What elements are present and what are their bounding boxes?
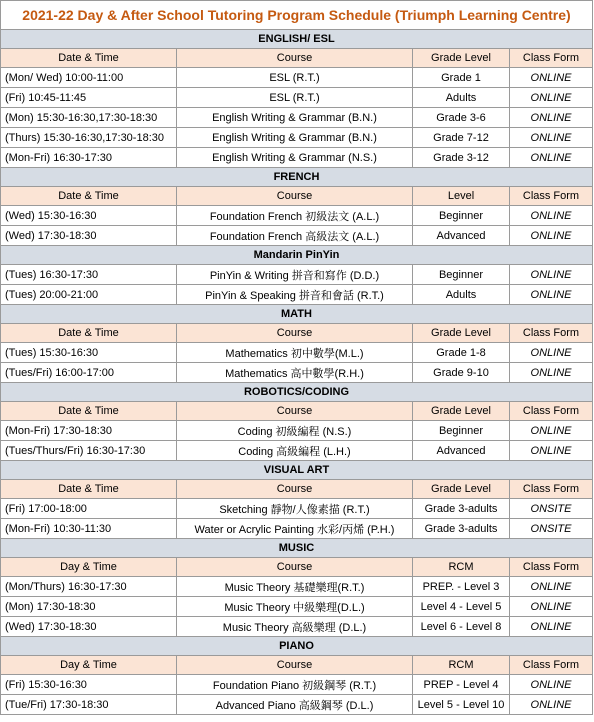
title-row bbox=[1, 1, 593, 30]
date-time-cell: (Mon/Thurs) 16:30-17:30 bbox=[1, 577, 177, 597]
level-cell: Adults bbox=[413, 285, 510, 305]
table-row bbox=[1, 285, 593, 305]
course-header: Course bbox=[177, 480, 413, 499]
date-time-header: Day & Time bbox=[1, 558, 177, 577]
level-cell: Level 4 - Level 5 bbox=[413, 597, 510, 617]
level-header: RCM bbox=[413, 558, 510, 577]
table-row bbox=[1, 108, 593, 128]
course-header: Course bbox=[177, 187, 413, 206]
level-cell: Grade 3-6 bbox=[413, 108, 510, 128]
course-cell: Music Theory 基礎樂理(R.T.) bbox=[177, 577, 413, 597]
course-header: Course bbox=[177, 49, 413, 68]
date-time-header: Date & Time bbox=[1, 324, 177, 343]
table-row bbox=[1, 675, 593, 695]
date-time-header: Date & Time bbox=[1, 402, 177, 421]
level-cell: Advanced bbox=[413, 226, 510, 246]
date-time-cell: (Fri) 10:45-11:45 bbox=[1, 88, 177, 108]
class-form-cell: ONLINE bbox=[510, 206, 593, 226]
course-cell: English Writing & Grammar (B.N.) bbox=[177, 128, 413, 148]
class-form-cell: ONLINE bbox=[510, 148, 593, 168]
date-time-cell: (Tues/Fri) 16:00-17:00 bbox=[1, 363, 177, 383]
date-time-cell: (Wed) 15:30-16:30 bbox=[1, 206, 177, 226]
level-cell: Grade 1-8 bbox=[413, 343, 510, 363]
date-time-header: Date & Time bbox=[1, 480, 177, 499]
level-cell: Adults bbox=[413, 88, 510, 108]
class-form-cell: ONLINE bbox=[510, 128, 593, 148]
course-cell: Advanced Piano 高級鋼琴 (D.L.) bbox=[177, 695, 413, 715]
course-cell: Water or Acrylic Painting 水彩/丙烯 (P.H.) bbox=[177, 519, 413, 539]
class-form-cell: ONLINE bbox=[510, 675, 593, 695]
date-time-cell: (Tue/Fri) 17:30-18:30 bbox=[1, 695, 177, 715]
class-form-header: Class Form bbox=[510, 480, 593, 499]
course-cell: ESL (R.T.) bbox=[177, 88, 413, 108]
level-header: RCM bbox=[413, 656, 510, 675]
level-cell: Grade 3-12 bbox=[413, 148, 510, 168]
course-cell: Music Theory 高級樂理 (D.L.) bbox=[177, 617, 413, 637]
level-cell: PREP. - Level 3 bbox=[413, 577, 510, 597]
level-cell: Grade 1 bbox=[413, 68, 510, 88]
section-title: ENGLISH/ ESL bbox=[1, 30, 593, 49]
section-row bbox=[1, 383, 593, 402]
class-form-cell: ONLINE bbox=[510, 108, 593, 128]
table-row bbox=[1, 441, 593, 461]
table-row bbox=[1, 226, 593, 246]
level-cell: Beginner bbox=[413, 206, 510, 226]
class-form-header: Class Form bbox=[510, 49, 593, 68]
column-header-row bbox=[1, 187, 593, 206]
class-form-cell: ONSITE bbox=[510, 499, 593, 519]
course-cell: Mathematics 初中數學(M.L.) bbox=[177, 343, 413, 363]
level-cell: Grade 7-12 bbox=[413, 128, 510, 148]
class-form-cell: ONLINE bbox=[510, 343, 593, 363]
date-time-cell: (Tues) 16:30-17:30 bbox=[1, 265, 177, 285]
level-cell: Level 6 - Level 8 bbox=[413, 617, 510, 637]
class-form-cell: ONLINE bbox=[510, 68, 593, 88]
class-form-header: Class Form bbox=[510, 187, 593, 206]
level-header: Grade Level bbox=[413, 324, 510, 343]
course-cell: Foundation French 初級法文 (A.L.) bbox=[177, 206, 413, 226]
course-header: Course bbox=[177, 558, 413, 577]
table-row bbox=[1, 617, 593, 637]
course-cell: Foundation French 高級法文 (A.L.) bbox=[177, 226, 413, 246]
course-cell: Foundation Piano 初級鋼琴 (R.T.) bbox=[177, 675, 413, 695]
level-cell: Grade 3-adults bbox=[413, 499, 510, 519]
table-row bbox=[1, 577, 593, 597]
date-time-cell: (Wed) 17:30-18:30 bbox=[1, 226, 177, 246]
table-row bbox=[1, 343, 593, 363]
table-row bbox=[1, 363, 593, 383]
table-row bbox=[1, 148, 593, 168]
table-row bbox=[1, 421, 593, 441]
date-time-cell: (Tues) 20:00-21:00 bbox=[1, 285, 177, 305]
section-row bbox=[1, 461, 593, 480]
page-title: 2021-22 Day & After School Tutoring Program Schedule (Triumph Learning Centre) bbox=[1, 1, 593, 30]
level-header: Grade Level bbox=[413, 49, 510, 68]
section-row bbox=[1, 539, 593, 558]
date-time-cell: (Mon) 15:30-16:30,17:30-18:30 bbox=[1, 108, 177, 128]
level-cell: PREP - Level 4 bbox=[413, 675, 510, 695]
course-cell: PinYin & Speaking 拼音和會話 (R.T.) bbox=[177, 285, 413, 305]
class-form-cell: ONLINE bbox=[510, 695, 593, 715]
date-time-cell: (Tues) 15:30-16:30 bbox=[1, 343, 177, 363]
date-time-cell: (Mon) 17:30-18:30 bbox=[1, 597, 177, 617]
date-time-cell: (Mon-Fri) 16:30-17:30 bbox=[1, 148, 177, 168]
date-time-header: Date & Time bbox=[1, 49, 177, 68]
column-header-row bbox=[1, 558, 593, 577]
date-time-cell: (Thurs) 15:30-16:30,17:30-18:30 bbox=[1, 128, 177, 148]
class-form-cell: ONLINE bbox=[510, 285, 593, 305]
class-form-cell: ONLINE bbox=[510, 421, 593, 441]
section-title: VISUAL ART bbox=[1, 461, 593, 480]
date-time-header: Day & Time bbox=[1, 656, 177, 675]
section-title: MUSIC bbox=[1, 539, 593, 558]
column-header-row bbox=[1, 480, 593, 499]
schedule-body bbox=[1, 1, 593, 715]
table-row bbox=[1, 519, 593, 539]
level-header: Level bbox=[413, 187, 510, 206]
date-time-cell: (Fri) 15:30-16:30 bbox=[1, 675, 177, 695]
course-cell: PinYin & Writing 拼音和寫作 (D.D.) bbox=[177, 265, 413, 285]
course-header: Course bbox=[177, 402, 413, 421]
date-time-header: Date & Time bbox=[1, 187, 177, 206]
level-cell: Beginner bbox=[413, 421, 510, 441]
level-cell: Grade 3-adults bbox=[413, 519, 510, 539]
column-header-row bbox=[1, 324, 593, 343]
class-form-cell: ONLINE bbox=[510, 577, 593, 597]
table-row bbox=[1, 88, 593, 108]
section-title: FRENCH bbox=[1, 168, 593, 187]
date-time-cell: (Tues/Thurs/Fri) 16:30-17:30 bbox=[1, 441, 177, 461]
table-row bbox=[1, 68, 593, 88]
course-header: Course bbox=[177, 324, 413, 343]
class-form-cell: ONLINE bbox=[510, 617, 593, 637]
section-title: MATH bbox=[1, 305, 593, 324]
class-form-header: Class Form bbox=[510, 402, 593, 421]
section-title: PIANO bbox=[1, 637, 593, 656]
level-cell: Beginner bbox=[413, 265, 510, 285]
class-form-header: Class Form bbox=[510, 324, 593, 343]
table-row bbox=[1, 499, 593, 519]
section-row bbox=[1, 168, 593, 187]
table-row bbox=[1, 265, 593, 285]
level-cell: Grade 9-10 bbox=[413, 363, 510, 383]
date-time-cell: (Mon/ Wed) 10:00-11:00 bbox=[1, 68, 177, 88]
date-time-cell: (Mon-Fri) 17:30-18:30 bbox=[1, 421, 177, 441]
level-header: Grade Level bbox=[413, 480, 510, 499]
class-form-cell: ONLINE bbox=[510, 88, 593, 108]
class-form-cell: ONLINE bbox=[510, 226, 593, 246]
class-form-header: Class Form bbox=[510, 656, 593, 675]
level-cell: Level 5 - Level 10 bbox=[413, 695, 510, 715]
class-form-cell: ONLINE bbox=[510, 597, 593, 617]
level-header: Grade Level bbox=[413, 402, 510, 421]
class-form-cell: ONLINE bbox=[510, 265, 593, 285]
section-title: Mandarin PinYin bbox=[1, 246, 593, 265]
date-time-cell: (Wed) 17:30-18:30 bbox=[1, 617, 177, 637]
class-form-cell: ONLINE bbox=[510, 441, 593, 461]
course-header: Course bbox=[177, 656, 413, 675]
date-time-cell: (Mon-Fri) 10:30-11:30 bbox=[1, 519, 177, 539]
date-time-cell: (Fri) 17:00-18:00 bbox=[1, 499, 177, 519]
class-form-header: Class Form bbox=[510, 558, 593, 577]
class-form-cell: ONLINE bbox=[510, 363, 593, 383]
table-row bbox=[1, 206, 593, 226]
section-row bbox=[1, 30, 593, 49]
section-row bbox=[1, 637, 593, 656]
course-cell: Sketching 靜物/人像素描 (R.T.) bbox=[177, 499, 413, 519]
course-cell: Coding 高級編程 (L.H.) bbox=[177, 441, 413, 461]
column-header-row bbox=[1, 402, 593, 421]
column-header-row bbox=[1, 656, 593, 675]
column-header-row bbox=[1, 49, 593, 68]
course-cell: Coding 初級編程 (N.S.) bbox=[177, 421, 413, 441]
course-cell: Music Theory 中級樂理(D.L.) bbox=[177, 597, 413, 617]
course-cell: ESL (R.T.) bbox=[177, 68, 413, 88]
course-cell: English Writing & Grammar (N.S.) bbox=[177, 148, 413, 168]
course-cell: English Writing & Grammar (B.N.) bbox=[177, 108, 413, 128]
course-cell: Mathematics 高中數學(R.H.) bbox=[177, 363, 413, 383]
level-cell: Advanced bbox=[413, 441, 510, 461]
section-row bbox=[1, 305, 593, 324]
table-row bbox=[1, 695, 593, 715]
section-title: ROBOTICS/CODING bbox=[1, 383, 593, 402]
section-row bbox=[1, 246, 593, 265]
class-form-cell: ONSITE bbox=[510, 519, 593, 539]
table-row bbox=[1, 597, 593, 617]
table-row bbox=[1, 128, 593, 148]
